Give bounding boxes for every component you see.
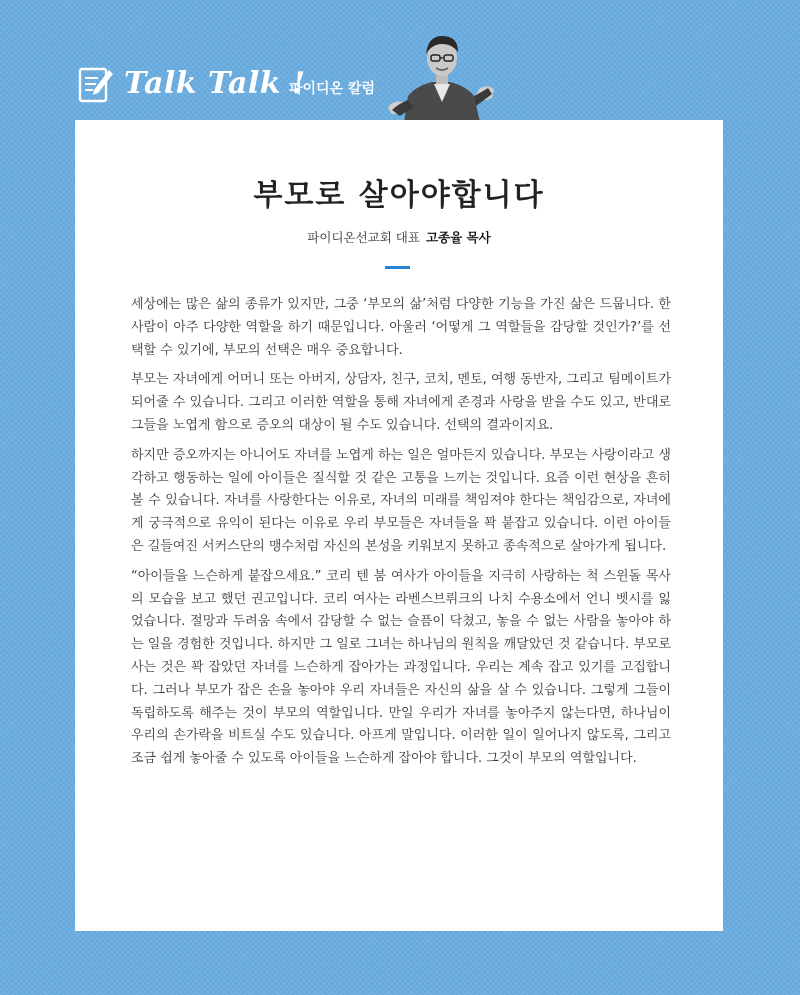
title-divider bbox=[385, 266, 410, 269]
article-paragraph: “아이들을 느슨하게 붙잡으세요.” 코리 텐 붐 여사가 아이들을 지극히 사랑하는 척 스윈돌 목사의 모습을 보고 했던 권고입니다. 코리 여사는 라벤스브뤼크의 나치 수용소에서 언니 벳시를 잃었습니다. 절망과 두려움 속에서 감당할 수 없는 슬픔이 닥쳤고, 놓을 수 없는 사람을 놓아야 하는 일을 경험한 것입니다. 하지만 그 일로 그녀는 하나님의 원칙을 깨달았던 것 같습니다. 부모로 사는 것은 꽉 잡았던 자녀를 느슨하게 잡아가는 과정입니다. 우리는 계속 잡고 있기를 고집합니다. 그러나 부모가 잡은 손을 놓아야 우리 자녀들은 자신의 삶을 살 수 있습니다. 그렇게 그들이 독립하도록 해주는 것이 부모의 역할입니다. 만일 우리가 자녀를 놓아주지 않는다면, 하나님이 우리의 손가락을 비트실 수도 있습니다. 아프게 말입니다. 이러한 일이 일어나지 않도록, 그리고 조금 쉽게 놓아줄 수 있도록 아이들을 느슨하게 잡아야 합니다. 그것이 부모의 역할입니다. bbox=[131, 568, 671, 767]
article-paragraph: 하지만 증오까지는 아니어도 자녀를 노엽게 하는 일은 얼마든지 있습니다. 부모는 사랑이라고 생각하고 행동하는 일에 아이들은 질식할 것 같은 고통을 느끼는 것입니다. 요즘 이런 현상을 흔히 볼 수 있습니다. 자녀를 사랑한다는 이유로, 자녀의 미래를 책임져야 한다는 책임감으로, 자녀에게 궁극적으로 유익이 된다는 이유로 우리 부모들은 자녀들을 꽉 붙잡고 있습니다. 이런 아이들은 길들여진 서커스단의 맹수처럼 자신의 본성을 키워보지 못하고 종속적으로 살아가게 됩니다. bbox=[131, 447, 671, 554]
article-title: 부모로 살아야합니다 bbox=[253, 178, 545, 213]
article-paragraph: 부모는 자녀에게 어머니 또는 아버지, 상담자, 친구, 코치, 멘토, 여행 동반자, 그리고 팀메이트가 되어줄 수 있습니다. 그리고 이러한 역할을 통해 자녀에게 존경과 사랑을 받을 수도 있고, 반대로 그들을 노엽게 함으로 증오의 대상이 될 수도 있습니다. 선택의 결과이지요. bbox=[131, 372, 671, 433]
article-paragraph: 세상에는 많은 삶의 종류가 있지만, 그중 ‘부모의 삶’처럼 다양한 기능을 가진 삶은 드뭅니다. 한 사람이 아주 다양한 역할을 하기 때문입니다. 아울러 ‘어떻게 그 역할들을 감당할 것인가?’를 선택할 수 있기에, 부모의 선택은 매우 중요합니다. bbox=[131, 297, 671, 358]
author-organization: 파이디온선교회 대표 bbox=[307, 230, 420, 245]
author-photo bbox=[382, 30, 500, 122]
brand-logo: Talk Talk ! bbox=[124, 66, 306, 101]
author-name: 고종율 목사 bbox=[425, 230, 491, 245]
article-card bbox=[75, 120, 723, 931]
article-byline bbox=[75, 228, 723, 246]
article-body bbox=[131, 294, 671, 778]
note-pen-icon bbox=[78, 64, 114, 104]
column-label: 파이디온 칼럼 bbox=[289, 81, 376, 97]
page-header bbox=[0, 0, 800, 120]
